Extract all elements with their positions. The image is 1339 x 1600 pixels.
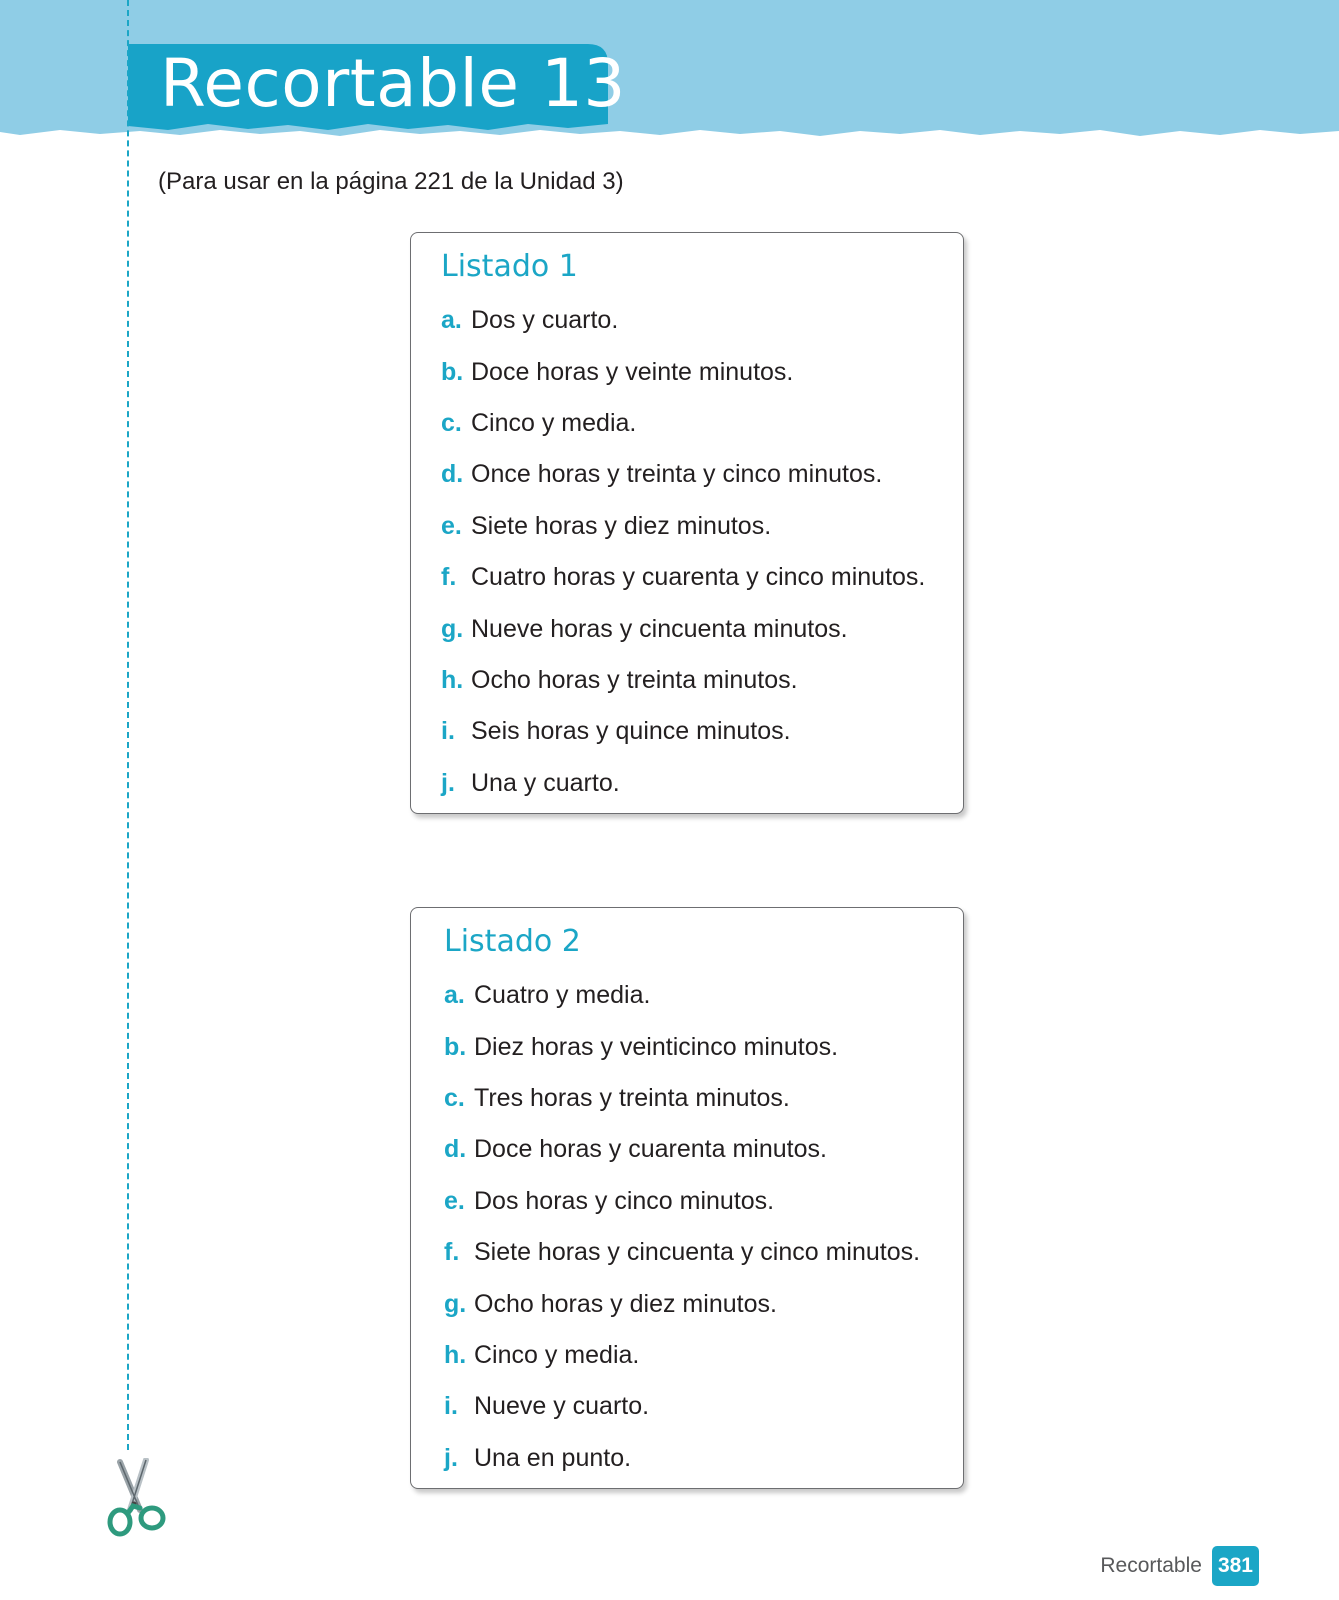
list-item — [441, 346, 925, 397]
list-item — [441, 603, 925, 654]
item-text: Once horas y treinta y cinco minutos. — [471, 460, 883, 489]
item-text: Cinco y media. — [474, 1340, 640, 1369]
item-letter: i. — [444, 1392, 458, 1421]
subtitle: (Para usar en la página 221 de la Unidad 3) — [158, 168, 624, 195]
list-item — [444, 970, 920, 1021]
list-item — [444, 1227, 920, 1278]
item-text: Ocho horas y treinta minutos. — [471, 665, 798, 694]
item-letter: j. — [441, 768, 455, 797]
list-items — [444, 970, 920, 1484]
item-letter: b. — [441, 357, 464, 386]
scissors-icon — [100, 1458, 170, 1540]
item-letter: d. — [444, 1135, 467, 1164]
list-title: Listado 1 — [441, 249, 578, 284]
item-text: Una y cuarto. — [471, 768, 620, 797]
item-text: Dos y cuarto. — [471, 306, 619, 335]
item-letter: g. — [444, 1289, 467, 1318]
list-items — [441, 295, 925, 809]
item-letter: i. — [441, 717, 455, 746]
item-text: Dos horas y cinco minutos. — [474, 1186, 775, 1215]
item-text: Cuatro horas y cuarenta y cinco minutos. — [471, 563, 926, 592]
list-item — [441, 552, 925, 603]
item-text: Ocho horas y diez minutos. — [474, 1289, 777, 1318]
item-text: Nueve horas y cincuenta minutos. — [471, 614, 848, 643]
list-item — [444, 1381, 920, 1432]
list-item — [444, 1073, 920, 1124]
item-letter: e. — [444, 1186, 465, 1215]
item-text: Doce horas y veinte minutos. — [471, 357, 794, 386]
item-text: Tres horas y treinta minutos. — [474, 1083, 790, 1112]
item-text: Una en punto. — [474, 1443, 632, 1472]
list-item — [444, 1176, 920, 1227]
item-letter: d. — [441, 460, 464, 489]
cut-line — [127, 0, 129, 1450]
list-item — [441, 706, 925, 757]
list-item — [444, 1021, 920, 1072]
footer-label: Recortable — [1100, 1554, 1202, 1577]
page-number: 381 — [1212, 1546, 1259, 1586]
item-text: Cuatro y media. — [474, 981, 651, 1010]
list-item — [444, 1330, 920, 1381]
item-letter: b. — [444, 1032, 467, 1061]
list-card-2 — [410, 907, 964, 1489]
item-text: Siete horas y cincuenta y cinco minutos. — [474, 1238, 921, 1267]
item-letter: a. — [441, 306, 462, 335]
list-item — [444, 1278, 920, 1329]
page-title: Recortable 13 — [160, 45, 626, 122]
item-letter: h. — [444, 1340, 467, 1369]
list-title: Listado 2 — [444, 924, 581, 959]
list-item — [441, 398, 925, 449]
list-item — [441, 295, 925, 346]
item-text: Cinco y media. — [471, 408, 637, 437]
item-letter: c. — [444, 1083, 465, 1112]
item-letter: f. — [444, 1238, 460, 1267]
item-text: Doce horas y cuarenta minutos. — [474, 1135, 827, 1164]
item-text: Seis horas y quince minutos. — [471, 717, 791, 746]
item-letter: f. — [441, 563, 457, 592]
item-text: Diez horas y veinticinco minutos. — [474, 1032, 839, 1061]
item-letter: g. — [441, 614, 464, 643]
item-text: Nueve y cuarto. — [474, 1392, 650, 1421]
list-item — [441, 501, 925, 552]
item-letter: a. — [444, 981, 465, 1010]
list-item — [444, 1124, 920, 1175]
page-footer — [1100, 1546, 1259, 1586]
item-letter: c. — [441, 408, 462, 437]
list-item — [441, 758, 925, 809]
list-card-1 — [410, 232, 964, 814]
list-item — [444, 1433, 920, 1484]
item-text: Siete horas y diez minutos. — [471, 511, 772, 540]
list-item — [441, 449, 925, 500]
list-item — [441, 655, 925, 706]
item-letter: e. — [441, 511, 462, 540]
item-letter: h. — [441, 665, 464, 694]
item-letter: j. — [444, 1443, 458, 1472]
